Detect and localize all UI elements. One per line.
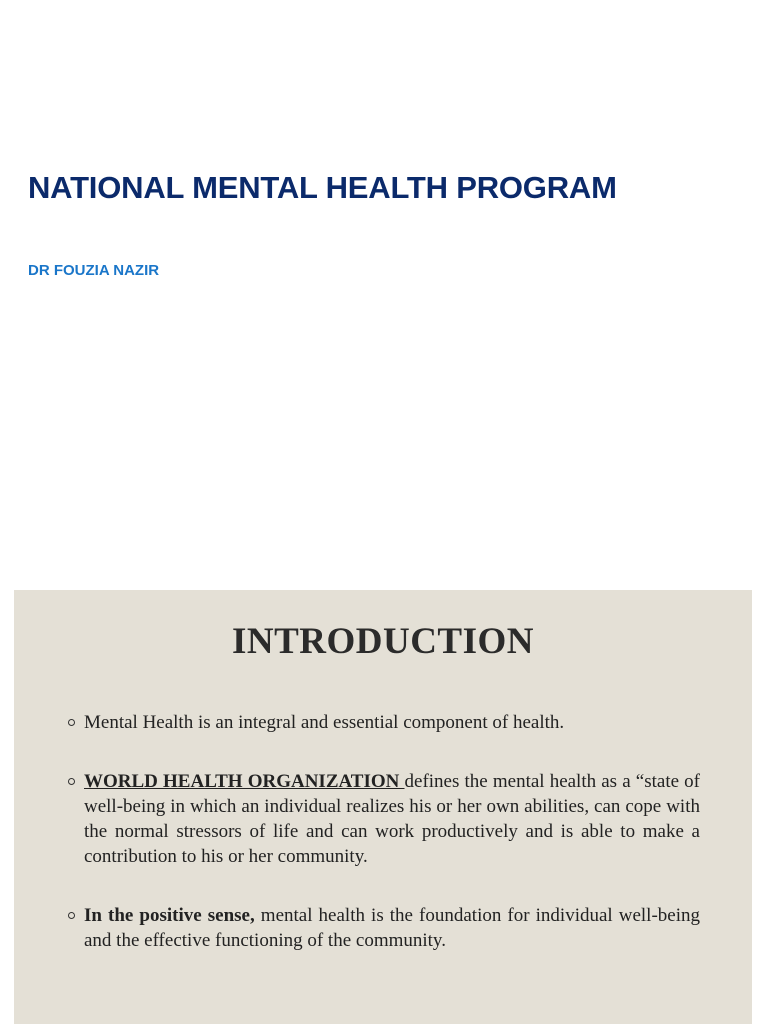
hollow-circle-bullet-icon — [68, 719, 75, 726]
page-title: NATIONAL MENTAL HEALTH PROGRAM — [28, 170, 617, 205]
hollow-circle-bullet-icon — [68, 912, 75, 919]
bullet-mental-health-integral — [68, 710, 700, 735]
who-emphasis-text: WORLD HEALTH ORGANIZATION — [84, 771, 405, 792]
introduction-heading: INTRODUCTION — [231, 621, 535, 662]
introduction-bullet-list — [68, 710, 700, 953]
introduction-slide — [14, 590, 752, 1024]
bullet-who-definition — [68, 769, 700, 869]
bullet-lead-text: In the — [84, 905, 140, 926]
bullet-text: defines the mental health as a “state of well-being in which an individual realizes his or her own abilities, can cope with the normal stressors of life and can work productively and is able to make a contribution to his or her community. — [84, 771, 700, 867]
bullet-positive-sense — [68, 903, 700, 953]
bullet-text: Mental Health is an integral and essential component of health. — [84, 712, 565, 733]
author-name: DR FOUZIA NAZIR — [28, 262, 160, 279]
hollow-circle-bullet-icon — [68, 778, 75, 785]
bullet-text: mental health is the foundation for individual well-being and the effective functioning of the community. — [84, 905, 700, 951]
positive-sense-emphasis-text: positive sense, — [139, 905, 255, 926]
